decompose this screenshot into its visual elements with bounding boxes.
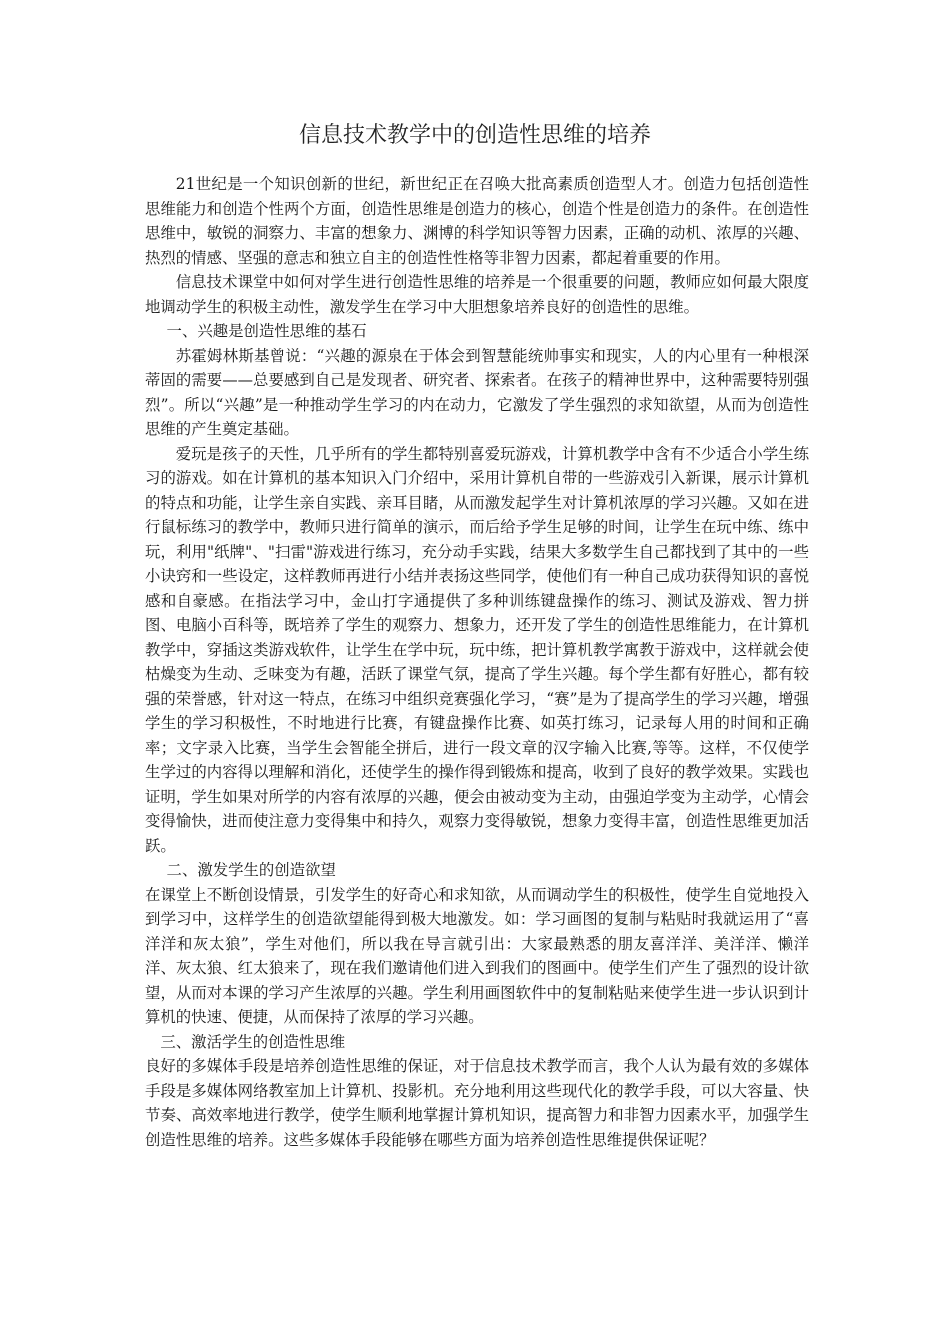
paragraph-multimedia: 良好的多媒体手段是培养创造性思维的保证，对于信息技术教学而言，我个人认为最有效的多媒体手段是多媒体网络教室加上计算机、投影机。充分地利用这些现代化的教学手段，可以大容量、快节奏、高效率地进行教学，使学生顺利地掌握计算机知识，提高智力和非智力因素水平，加强学生创造性思维的培养。这些多媒体手段能够在哪些方面为培养创造性思维提供保证呢？ (145, 1057, 809, 1149)
section-heading-2: 二、激发学生的创造欲望 (166, 861, 336, 879)
paragraph-intro: 21世纪是一个知识创新的世纪，新世纪正在召唤大批高素质创造型人才。创造力包括创造性思维能力和创造个性两个方面，创造性思维是创造力的核心，创造个性是创造力的条件。在创造性思维中，敏锐的洞察力、丰富的想象力、渊博的科学知识等智力因素，正确的动机、浓厚的兴趣、热烈的情感、坚强的意志和独立自主的创造性性格等非智力因素，都起着重要的作用。 (145, 175, 809, 267)
paragraph-question: 信息技术课堂中如何对学生进行创造性思维的培养是一个很重要的问题，教师应如何最大限度地调动学生的积极主动性，激发学生在学习中大胆想象培养良好的创造性的思维。 (145, 273, 809, 316)
paragraph-desire: 在课堂上不断创设情景，引发学生的好奇心和求知欲，从而调动学生的积极性，使学生自觉地投入到学习中，这样学生的创造欲望能得到极大地激发。如：学习画图的复制与粘贴时我就运用了“喜洋洋和灰太狼”，学生对他们，所以我在导言就引出：大家最熟悉的朋友喜洋洋、美洋洋、懒洋洋、灰太狼、红太狼来了，现在我们邀请他们进入到我们的图画中。使学生们产生了强烈的设计欲望，从而对本课的学习产生浓厚的兴趣。学生利用画图软件中的复制粘贴来使学生进一步认识到计算机的快速、便捷，从而保持了浓厚的学习兴趣。 (145, 885, 809, 1026)
section-heading-3: 三、激活学生的创造性思维 (160, 1032, 346, 1051)
document-title: 信息技术教学中的创造性思维的培养 (298, 123, 651, 148)
paragraph-games: 爱玩是孩子的天性，几乎所有的学生都特别喜爱玩游戏，计算机教学中含有不少适合小学生练习的游戏。如在计算机的基本知识入门介绍中，采用计算机自带的一些游戏引入新课，展示计算机的特点和功能，让学生亲自实践、亲耳目睹，从而激发起学生对计算机浓厚的学习兴趣。又如在进行鼠标练习的教学中，教师只进行简单的演示，而后给予学生足够的时间，让学生在玩中练、练中玩，利用"纸牌"、"扫雷"游戏进行练习，充分动手实践，结果大多数学生自己都找到了其中的一些小诀窍和一些设定，这样教师再进行小结并表扬这些同学，使他们有一种自己成功获得知识的喜悦感和自豪感。在指法学习中，金山打字通提供了多种训练键盘操作的练习、测试及游戏、智力拼图、电脑小百科等，既培养了学生的观察力、想象力，还开发了学生的创造性思维能力，在计算机教学中，穿插这类游戏软件，让学生在学中玩，玩中练，把计算机教学寓教于游戏中，这样就会使枯燥变为生动、乏味变为有趣，活跃了课堂气氛，提高了学生兴趣。每个学生都有好胜心，都有较强的荣誉感，针对这一特点，在练习中组织竞赛强化学习，“赛”是为了提高学生的学习兴趣，增强学生的学习积极性，不时地进行比赛，有键盘操作比赛、如英打练习，记录每人用的时间和正确率；文字录入比赛，当学生会智能全拼后，进行一段文章的汉字输入比赛,等等。这样，不仅使学生学过的内容得以理解和消化，还使学生的操作得到锻炼和提高，收到了良好的教学效果。实践也证明，学生如果对所学的内容有浓厚的兴趣，便会由被动变为主动，由强迫学变为主动学，心情会变得愉快，进而使注意力变得集中和持久，观察力变得敏锐，想象力变得丰富，创造性思维更加活跃。 (145, 444, 809, 855)
document-body (145, 172, 809, 1152)
paragraph-quote: 苏霍姆林斯基曾说：“兴趣的源泉在于体会到智慧能统帅事实和现实，人的内心里有一种根深蒂固的需要——总要感到自己是发现者、研究者、探索者。在孩子的精神世界中，这种需要特别强烈”。所以“兴趣”是一种推动学生学习的内在动力，它激发了学生强烈的求知欲望，从而为创造性思维的产生奠定基础。 (145, 346, 809, 438)
section-heading-1: 一、兴趣是创造性思维的基石 (166, 322, 367, 340)
